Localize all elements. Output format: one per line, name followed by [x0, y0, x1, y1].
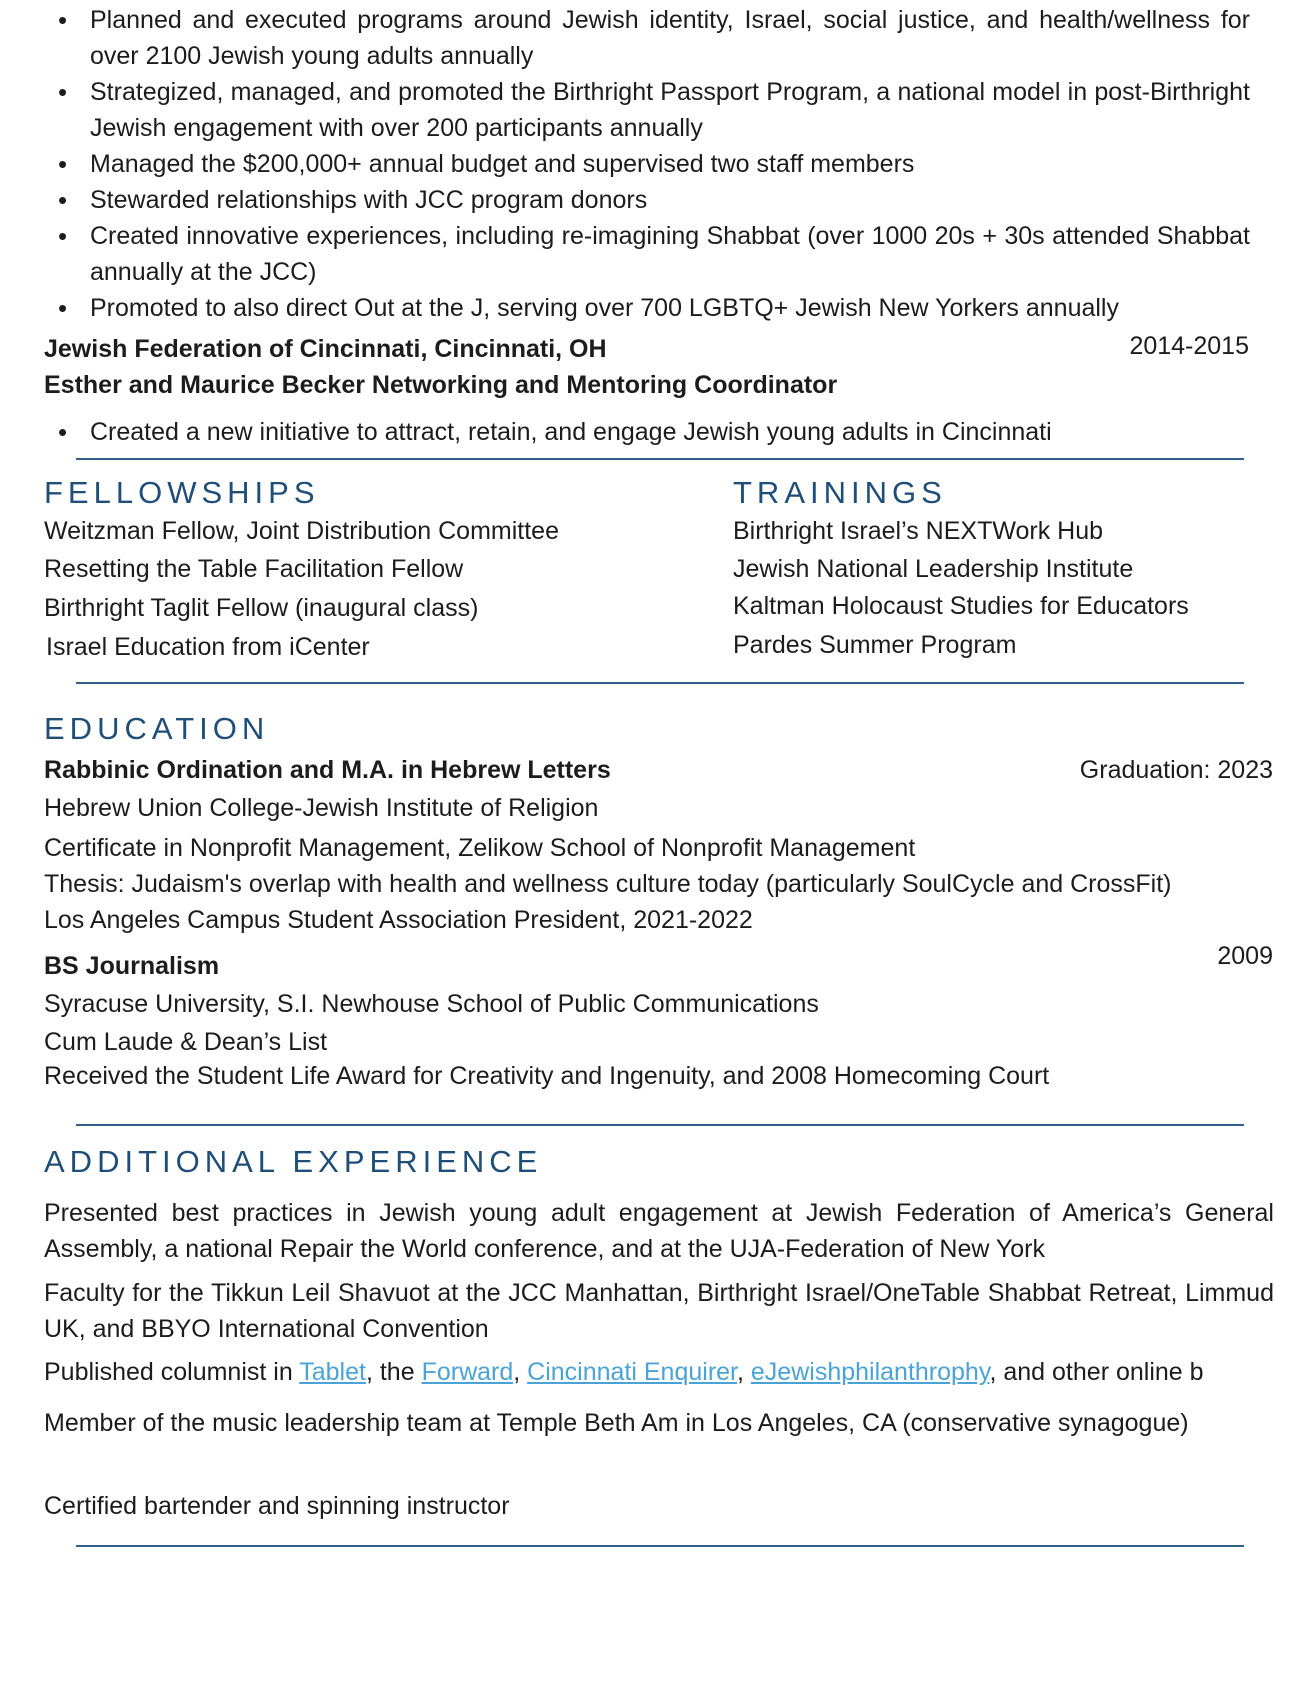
- fellowship-item: Resetting the Table Facilitation Fellow: [44, 555, 464, 583]
- fellowship-item: Weitzman Fellow, Joint Distribution Committee: [44, 517, 559, 545]
- text: , and other online b: [989, 1358, 1204, 1386]
- additional-heading: ADDITIONAL EXPERIENCE: [44, 1144, 543, 1179]
- degree-date: 2009: [1217, 942, 1273, 970]
- education-heading: EDUCATION: [44, 711, 270, 746]
- additional-paragraph: Certified bartender and spinning instructor: [44, 1492, 510, 1520]
- bullet-item: • Created innovative experiences, including re-imagining Shabbat (over 1000 20s + 30s attended Shabbat annually at the JCC): [55, 218, 1250, 290]
- training-item: Birthright Israel’s NEXTWork Hub: [733, 517, 1104, 545]
- cincinnati-enquirer-link[interactable]: Cincinnati Enquirer: [527, 1358, 737, 1386]
- federation-title: Esther and Maurice Becker Networking and Mentoring Coordinator: [44, 371, 838, 399]
- education-line: Thesis: Judaism's overlap with health and wellness culture today (particularly SoulCycle and CrossFit): [44, 870, 1172, 898]
- bullet-item: • Created a new initiative to attract, retain, and engage Jewish young adults in Cincinnati: [55, 414, 1250, 450]
- bullet-item: • Strategized, managed, and promoted the Birthright Passport Program, a national model in post-Birthright Jewish engagement with over 200 participants annually: [55, 74, 1250, 146]
- degree-title: Rabbinic Ordination and M.A. in Hebrew Letters: [44, 756, 611, 784]
- degree-title: BS Journalism: [44, 952, 220, 980]
- fellowship-item: Birthright Taglit Fellow (inaugural class): [44, 594, 479, 622]
- education-line: Received the Student Life Award for Creativity and Ingenuity, and 2008 Homecoming Court: [44, 1062, 1050, 1090]
- training-item: Jewish National Leadership Institute: [733, 555, 1134, 583]
- section-divider: [76, 682, 1244, 684]
- forward-link[interactable]: Forward: [421, 1358, 514, 1386]
- text: , the: [365, 1358, 422, 1386]
- section-divider: [76, 1545, 1244, 1547]
- additional-paragraph: Member of the music leadership team at Temple Beth Am in Los Angeles, CA (conservative synagogue): [44, 1409, 1189, 1437]
- bullet-item: • Managed the $200,000+ annual budget and supervised two staff members: [55, 146, 1250, 182]
- education-line: Hebrew Union College-Jewish Institute of Religion: [44, 794, 599, 822]
- tablet-link[interactable]: Tablet: [299, 1358, 366, 1386]
- fellowship-item: Israel Education from iCenter: [46, 633, 370, 661]
- training-item: Pardes Summer Program: [733, 631, 1017, 659]
- education-line: Syracuse University, S.I. Newhouse School of Public Communications: [44, 990, 819, 1018]
- additional-paragraph-publications: [44, 1356, 1204, 1390]
- text: Published columnist in: [44, 1358, 300, 1386]
- text: ,: [513, 1358, 528, 1386]
- fellowships-heading: FELLOWSHIPS: [44, 475, 320, 510]
- federation-bullet-list: [55, 414, 1250, 450]
- degree-date: Graduation: 2023: [1079, 756, 1273, 784]
- federation-org: Jewish Federation of Cincinnati, Cincinnati, OH: [44, 335, 607, 363]
- education-line: Certificate in Nonprofit Management, Zelikow School of Nonprofit Management: [44, 834, 916, 862]
- trainings-heading: TRAININGS: [733, 475, 947, 510]
- section-divider: [76, 458, 1244, 460]
- education-line: Los Angeles Campus Student Association President, 2021-2022: [44, 906, 753, 934]
- additional-paragraph: Faculty for the Tikkun Leil Shavuot at the JCC Manhattan, Birthright Israel/OneTable Shabbat Retreat, Limmud UK, and BBYO International Convention: [44, 1279, 1274, 1343]
- education-line: Cum Laude & Dean’s List: [44, 1028, 328, 1056]
- ejewishphilanthropy-link[interactable]: eJewishphilanthrophy: [750, 1358, 990, 1386]
- jcc-bullet-list: [55, 2, 1250, 326]
- training-item: Kaltman Holocaust Studies for Educators: [733, 592, 1189, 620]
- federation-dates: 2014-2015: [1129, 332, 1249, 360]
- text: ,: [737, 1358, 751, 1386]
- additional-paragraph: Presented best practices in Jewish young adult engagement at Jewish Federation of America’s General Assembly, a national Repair the World conference, and at the UJA-Federation of New York: [44, 1199, 1274, 1263]
- bullet-item: • Promoted to also direct Out at the J, serving over 700 LGBTQ+ Jewish New Yorkers annually: [55, 290, 1250, 326]
- section-divider: [76, 1124, 1244, 1126]
- bullet-item: • Stewarded relationships with JCC program donors: [55, 182, 1250, 218]
- bullet-item: • Planned and executed programs around Jewish identity, Israel, social justice, and health/wellness for over 2100 Jewish young adults annually: [55, 2, 1250, 74]
